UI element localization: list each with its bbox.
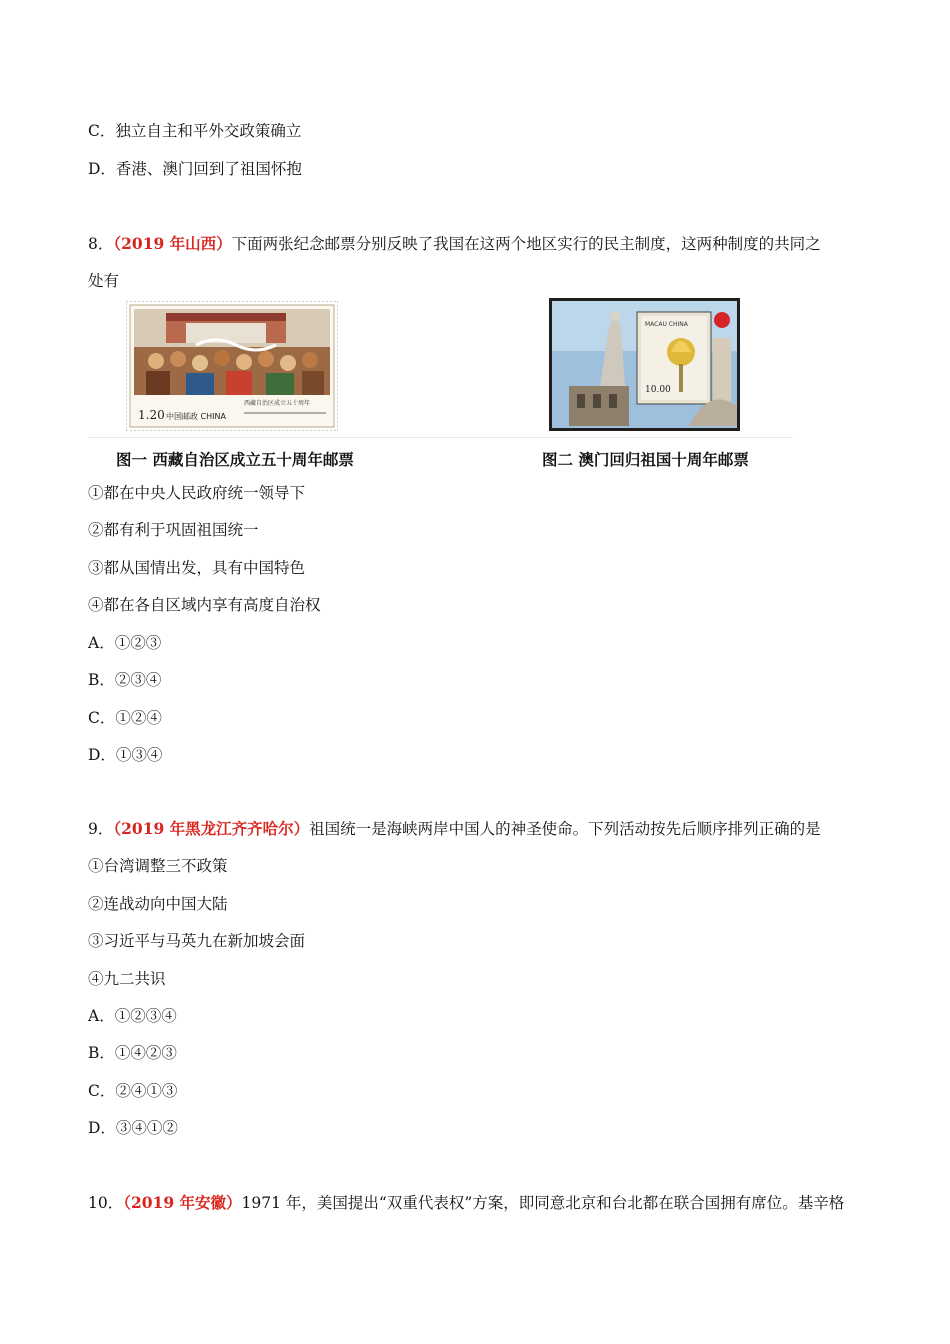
option-a: A．①②③④ — [88, 1007, 177, 1025]
statement-3: ③都从国情出发，具有中国特色 — [88, 559, 306, 577]
statement-2: ②都有利于巩固祖国统一 — [88, 521, 259, 539]
option-c: C．①②④ — [88, 709, 162, 727]
question-10-stem — [88, 1193, 844, 1213]
statement-2: ②连战动向中国大陆 — [88, 895, 228, 913]
question-text: 祖国统一是海峡两岸中国人的神圣使命。下列活动按先后顺序排列正确的是 — [309, 820, 821, 838]
stamp2-value: 10.00 — [645, 385, 671, 395]
figure-1-caption: 图一 西藏自治区成立五十周年邮票 — [116, 450, 354, 469]
question-text: 1971 年，美国提出“双重代表权”方案，即同意北京和台北都在联合国拥有席位。基辛格 — [241, 1194, 845, 1212]
option-c: C．独立自主和平外交政策确立 — [88, 122, 302, 140]
option-c: C．②④①③ — [88, 1082, 178, 1100]
question-source: （2019 年山西） — [113, 234, 232, 253]
question-text: 下面两张纪念邮票分别反映了我国在这两个地区实行的民主制度，这两种制度的共同之 — [231, 235, 821, 253]
option-d: D．①③④ — [88, 746, 163, 764]
statement-1: ①都在中央人民政府统一领导下 — [88, 484, 306, 502]
option-b: B．②③④ — [88, 671, 162, 689]
question-8-stem — [88, 234, 821, 254]
statement-1: ①台湾调整三不政策 — [88, 857, 228, 875]
statement-4: ④都在各自区域内享有高度自治权 — [88, 596, 321, 614]
question-9-stem — [88, 819, 821, 839]
tibet-stamp-image — [126, 301, 338, 431]
figure-2-caption: 图二 澳门回归祖国十周年邮票 — [542, 450, 749, 469]
question-number: 8． — [88, 235, 114, 253]
option-a: A．①②③ — [88, 634, 162, 652]
statement-3: ③习近平与马英九在新加坡会面 — [88, 932, 306, 950]
option-b: B．①④②③ — [88, 1044, 177, 1062]
question-number: 10． — [88, 1194, 124, 1212]
question-source: （2019 年安徽） — [123, 1193, 242, 1212]
stamp2-post: MACAU CHINA — [645, 321, 688, 328]
stamp1-title: 西藏自治区成立五十周年 — [244, 400, 311, 407]
option-d: D．③④①② — [88, 1119, 178, 1137]
question-source: （2019 年黑龙江齐齐哈尔） — [113, 819, 310, 838]
statement-4: ④九二共识 — [88, 970, 166, 988]
option-d: D．香港、澳门回到了祖国怀抱 — [88, 160, 302, 178]
macau-stamp-image — [549, 298, 740, 431]
question-number: 9． — [88, 820, 114, 838]
figure-divider — [88, 437, 793, 438]
stamp1-value: 1.20 — [138, 408, 165, 422]
stamp1-post: 中国邮政 CHINA — [166, 412, 226, 421]
question-8-stem-cont: 处有 — [88, 272, 120, 290]
